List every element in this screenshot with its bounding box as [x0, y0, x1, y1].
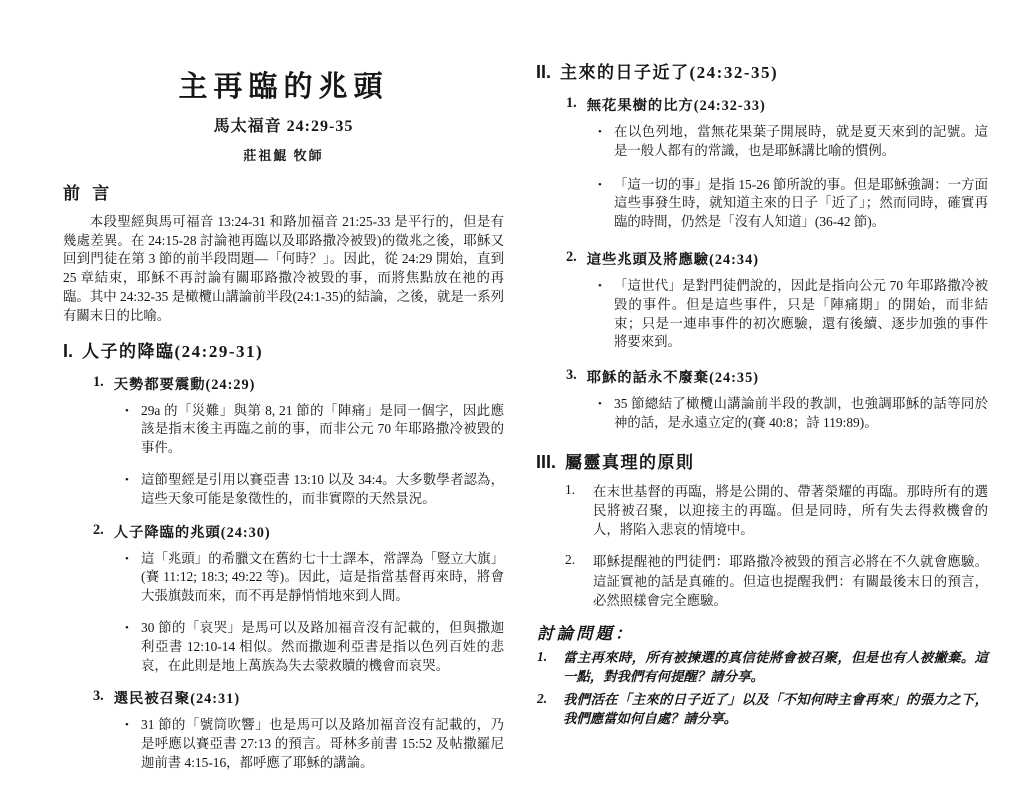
- subsection-number: 3.: [93, 688, 104, 705]
- subsection-title: 耶穌的話永不廢棄(24:35): [586, 370, 759, 387]
- subsection-title: 人子降臨的兆頭(24:30): [113, 524, 271, 541]
- section-label: II.: [536, 62, 552, 82]
- paragraph-number: 2.: [565, 552, 576, 568]
- question-number: 2.: [537, 691, 548, 707]
- discussion-heading: 討論問題：: [537, 624, 635, 643]
- discussion-question: [537, 649, 988, 686]
- bullet-item: [125, 619, 504, 675]
- bullet-item: [125, 402, 504, 458]
- subsection-heading: [93, 522, 504, 542]
- subsection-number: 2.: [93, 521, 104, 538]
- bullet-text: 「這世代」是對門徒們說的，因此是指向公元 70 年耶路撒冷被毀的事件。但是這些事件，只是「陣痛期」的開始，而非結束；只是一連串事件的初次應驗，還有後續、逐步加強的事件將要來到。: [614, 277, 988, 350]
- bullet-text: 30 節的「哀哭」是馬可以及路加福音沒有記載的，但與撒迦利亞書 12:10-14 相似。然而撒迦利亞書是指以色列百姓的悲哀，在此則是地上萬族為失去蒙救贖的機會而哀哭。: [141, 619, 504, 673]
- subsection-heading: [566, 367, 988, 387]
- preface-paragraph: 本段聖經與馬可福音 13:24-31 和路加福音 21:25-33 是平行的，但是有幾處差異。在 24:15-28 討論祂再臨以及耶路撒冷被毀)的徵兆之後，耶穌又回到門徒在第 3 節的前半段問題—「何時？」。因此，從 24:29 開始，直到 25 章結束，耶穌不再討論有關耶路撒冷被毀的事，而將焦點放在祂的再臨。其中 24:32-35 是橄欖山講論前半段(24:1-35)的結論，之後，就是一系列有關末日的比喻。: [63, 213, 504, 323]
- paragraph-number: 1.: [565, 481, 576, 497]
- right-column: [536, 58, 988, 791]
- subsection-number: 1.: [93, 373, 104, 390]
- subsection-number: 1.: [566, 95, 577, 111]
- discussion-question: [537, 691, 988, 728]
- scripture-reference: 馬太福音 24:29-35: [213, 117, 354, 135]
- bullet-icon: •: [125, 552, 129, 565]
- bullet-item: [598, 176, 988, 232]
- paragraph-text: 耶穌提醒祂的門徒們：耶路撒冷被毀的預言必將在不久就會應驗。這証實祂的話是真確的。但這也提醒我們：有關最後末日的預言，必然照樣會完全應驗。: [593, 554, 988, 608]
- subsection-heading: [566, 249, 988, 269]
- discussion-section: [537, 620, 988, 728]
- bullet-icon: •: [125, 621, 129, 634]
- bullet-icon: •: [598, 398, 602, 411]
- bullet-item: [125, 550, 504, 606]
- bullet-icon: •: [125, 719, 129, 732]
- subsection-number: 2.: [566, 248, 577, 265]
- numbered-paragraph: [565, 482, 988, 540]
- bullet-text: 31 節的「號筒吹響」也是馬可以及路加福音沒有記載的，乃是呼應以賽亞書 27:13 的預言。哥林多前書 15:52 及帖撒羅尼迦前書 4:15-16，都呼應了耶穌的講論。: [141, 717, 504, 770]
- section-heading-1: [63, 337, 504, 362]
- subsection-title: 這些兆頭及將應驗(24:34): [586, 251, 759, 268]
- subsection-heading: [566, 95, 988, 115]
- paragraph-text: 在末世基督的再臨，將是公開的、帶著榮耀的再臨。那時所有的選民將被召聚，以迎接主的再臨。但是同時，所有失去得救機會的人，將陷入悲哀的情境中。: [593, 483, 988, 538]
- page-title: 主再臨的兆頭: [178, 71, 389, 103]
- question-number: 1.: [537, 649, 548, 664]
- section-heading-3: [536, 448, 988, 473]
- bullet-icon: •: [598, 178, 602, 191]
- bullet-text: 這「兆頭」的希臘文在舊約七十士譯本，常譯為「豎立大旗」(賽 11:12; 18:3; 49:22 等)。因此，這是指當基督再來時，將會大張旗鼓而來，而不再是靜悄悄地來到人間。: [141, 550, 504, 604]
- question-text: 當主再來時，所有被揀選的真信徒將會被召聚，但是也有人被撇棄。這一點，對我們有何提醒？請分享。: [563, 650, 988, 684]
- numbered-paragraph: [565, 552, 988, 610]
- subsection-title: 天勢都要震動(24:29): [113, 376, 256, 393]
- preface-heading: 前 言: [63, 183, 114, 203]
- bullet-text: 「這一切的事」是指 15-26 節所說的事。但是耶穌強調：一方面這些事發生時，就知道主來的日子「近了」；然而同時，確實再臨的時間，仍然是「沒有人知道」(36-42 節)。: [614, 176, 988, 230]
- bullet-icon: •: [125, 404, 129, 417]
- subsection-heading: [93, 688, 504, 708]
- bullet-text: 在以色列地，當無花果葉子開展時，就是夏天來到的記號。這是一般人都有的常識，也是耶穌講比喻的慣例。: [614, 124, 988, 158]
- subsection-title: 無花果樹的比方(24:32-33): [586, 98, 766, 114]
- author-name: 莊祖鯤 牧師: [243, 147, 324, 163]
- bullet-item: [598, 123, 988, 161]
- bullet-item: [598, 277, 988, 352]
- bullet-item: [125, 471, 504, 509]
- question-text: 我們活在「主來的日子近了」以及「不知何時主會再來」的張力之下，我們應當如何自處？請分享。: [563, 692, 988, 726]
- bullet-icon: •: [598, 126, 602, 138]
- section-title: 人子的降臨(24:29-31): [82, 341, 264, 361]
- subsection-title: 選民被召聚(24:31): [113, 691, 241, 708]
- section-title: 屬靈真理的原則: [565, 452, 695, 472]
- bullet-icon: •: [125, 473, 129, 486]
- bullet-item: [125, 716, 504, 772]
- bullet-text: 這節聖經是引用以賽亞書 13:10 以及 34:4。大多數學者認為，這些天象可能是象徵性的，而非實際的天然景況。: [141, 471, 504, 506]
- section-label: I.: [63, 340, 74, 361]
- section-title: 主來的日子近了(24:32-35): [560, 63, 779, 82]
- subsection-number: 3.: [566, 367, 577, 384]
- section-heading-2: [536, 58, 988, 83]
- left-column: [63, 70, 504, 786]
- bullet-text: 35 節總結了橄欖山講論前半段的教訓，也強調耶穌的話等同於神的話，是永遠立定的(賽 40:8；詩 119:89)。: [614, 396, 988, 430]
- subsection-heading: [93, 374, 504, 394]
- section-label: III.: [536, 451, 557, 472]
- bullet-text: 29a 的「災難」與第 8, 21 節的「陣痛」是同一個字，因此應該是指末後主再臨之前的事，而非公元 70 年耶路撒冷被毀的事件。: [141, 402, 504, 456]
- bullet-item: [598, 395, 988, 433]
- bullet-icon: •: [598, 279, 602, 292]
